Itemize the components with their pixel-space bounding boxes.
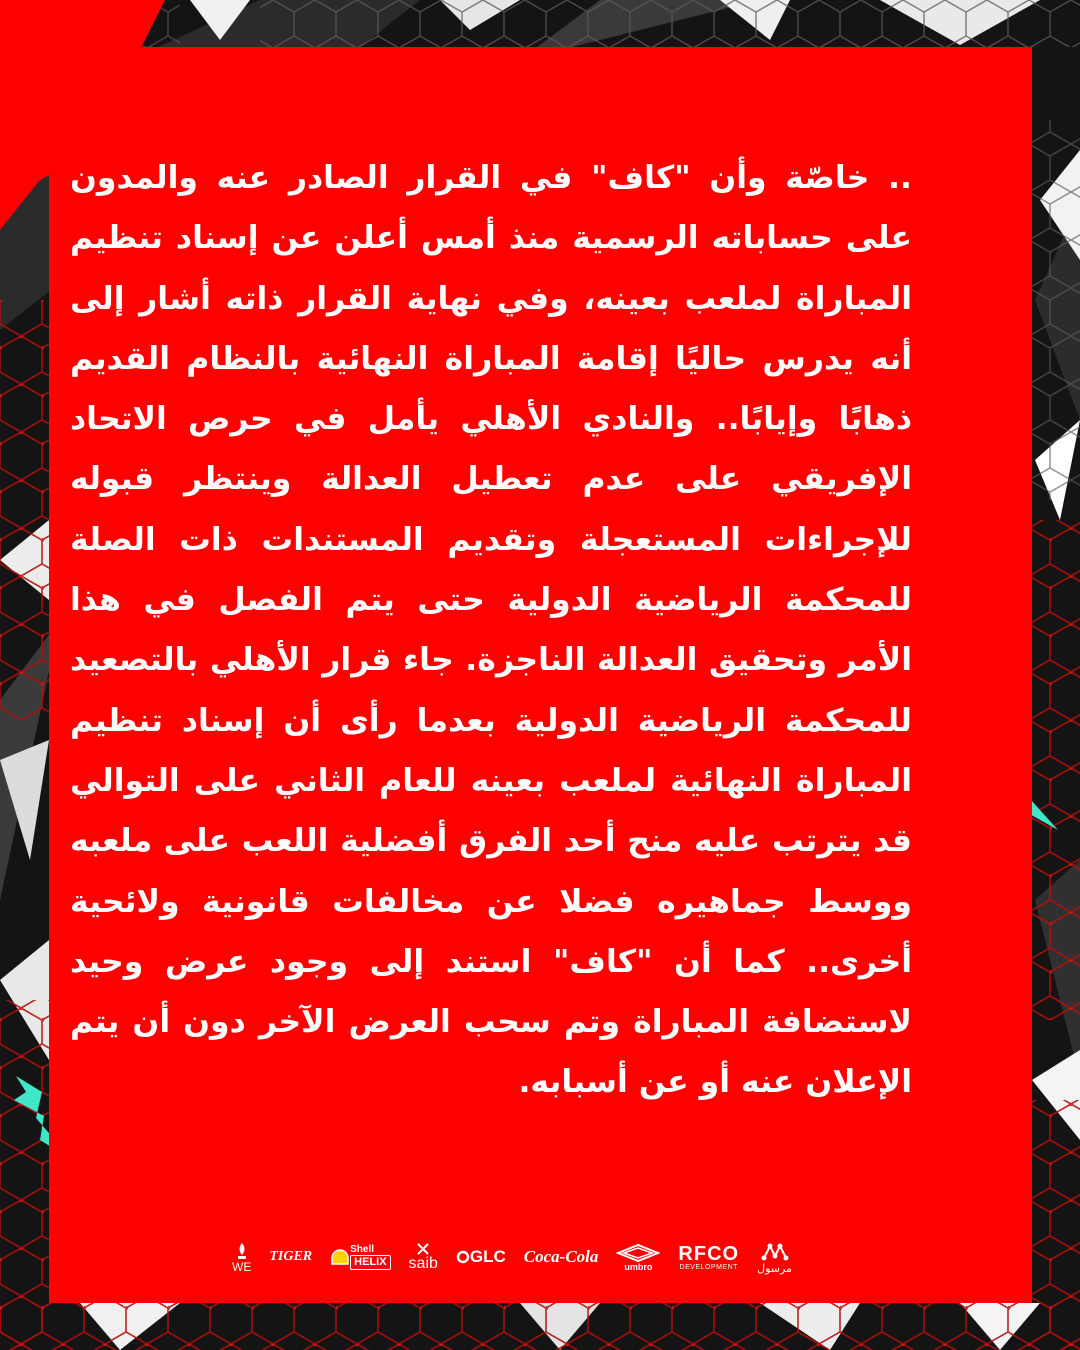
sponsor-logo-cocacola	[524, 1247, 599, 1267]
rfco-label: RFCO	[678, 1242, 740, 1265]
shell-icon	[330, 1248, 350, 1266]
sponsor-logo-rfco	[678, 1244, 739, 1271]
rfco-sub-label: DEVELOPMENT	[679, 1263, 738, 1271]
we-label: WE	[232, 1260, 252, 1274]
shell-label: Shell	[350, 1243, 375, 1255]
sponsor-logo-we	[232, 1241, 251, 1273]
mersal-label: مرسول	[757, 1261, 792, 1275]
helix-label: HELIX	[350, 1255, 390, 1270]
glc-label: GLC	[469, 1247, 506, 1266]
mersal-icon	[760, 1240, 790, 1262]
sponsor-logo-saib	[409, 1242, 438, 1272]
article-text: .. خاصّة وأن "كاف" في القرار الصادر عنه والمدون على حساباته الرسمية منذ أمس أعلن عن إسناد تنظيم المباراة لملعب بعينه، وفي نهاية القرار ذاته أشار إلى أنه يدرس حاليًا إقامة المباراة النهائية بالنظام القديم ذهابًا وإيابًا.. والنادي الأهلي يأمل في حرص الاتحاد الإفريقي على عدم تعطيل العدالة وينتظر قبوله للإجراءات المستعجلة وتقديم المستندات ذات الصلة للمحكمة الرياضية الدولية حتى يتم الفصل في هذا الأمر وتحقيق العدالة الناجزة. جاء قرار الأهلي بالتصعيد للمحكمة الرياضية الدولية بعدما رأى أن إسناد تنظيم المباراة النهائية لملعب بعينه للعام الثاني على التوالي قد يترتب عليه منح أحد الفرق أفضلية اللعب على ملعبه ووسط جماهيره فضلا عن مخالفات قانونية ولائحية أخرى.. كما أن "كاف" استند إلى وجود عرض وحيد لاستضافة المباراة وتم سحب العرض الآخر دون أن يتم الإعلان عنه أو عن أسبابه.	[70, 160, 912, 1101]
cocacola-label: Coca-Cola	[523, 1247, 599, 1266]
glc-ring-icon	[456, 1250, 470, 1264]
sponsor-logo-umbro	[616, 1243, 660, 1272]
sponsor-logo-glc	[456, 1247, 506, 1267]
sponsor-strip	[232, 1234, 792, 1280]
sponsor-logo-shell-helix	[330, 1245, 390, 1270]
sponsor-logo-mersal	[757, 1240, 792, 1275]
umbro-label: umbro	[624, 1261, 653, 1272]
saib-star-icon	[415, 1242, 431, 1256]
tiger-label: TIGER	[269, 1249, 313, 1264]
sponsor-logo-tiger	[269, 1249, 312, 1265]
umbro-diamond-icon	[616, 1243, 660, 1263]
we-icon	[235, 1241, 249, 1261]
saib-label: saib	[408, 1255, 438, 1272]
